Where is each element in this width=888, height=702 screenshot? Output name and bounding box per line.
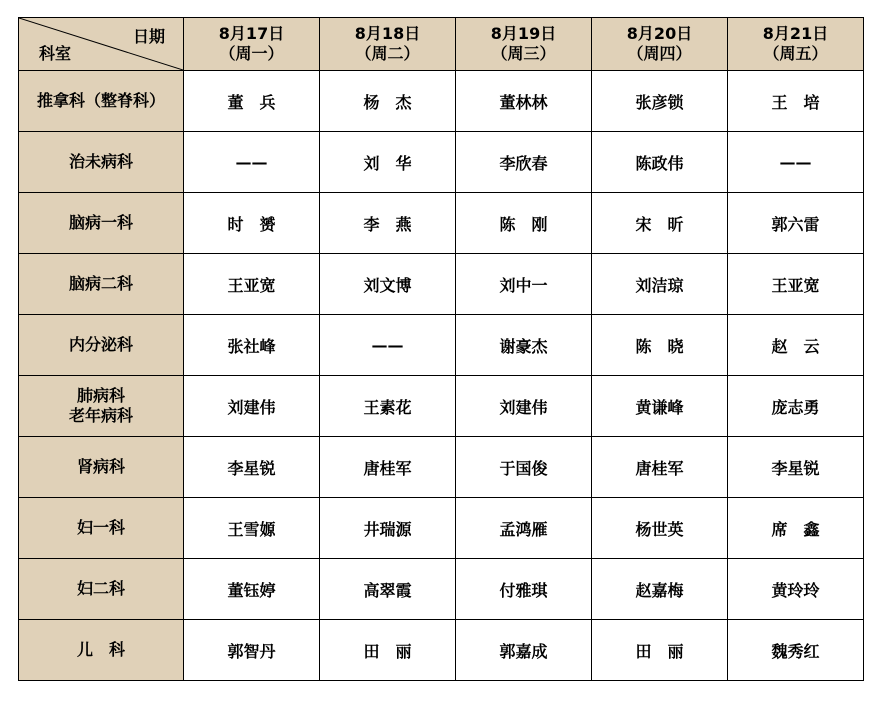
doctor-cell: 谢豪杰 xyxy=(456,315,592,376)
doctor-cell: 张社峰 xyxy=(184,315,320,376)
doctor-cell: 陈政伟 xyxy=(592,132,728,193)
doctor-cell: 郭智丹 xyxy=(184,620,320,681)
table-row xyxy=(19,559,864,620)
doctor-cell: —— xyxy=(728,132,864,193)
header-row xyxy=(19,18,864,71)
day-date: 8月21日 xyxy=(762,24,829,43)
dept-label: 脑病二科 xyxy=(68,274,133,293)
dept-cell xyxy=(19,132,184,193)
table-row xyxy=(19,315,864,376)
doctor-cell: 井瑞源 xyxy=(320,498,456,559)
doctor-cell: 董 兵 xyxy=(184,71,320,132)
doctor-cell: 王亚宽 xyxy=(728,254,864,315)
dept-label: 儿 科 xyxy=(76,640,125,659)
day-weekday: （周二） xyxy=(355,44,420,63)
table-row xyxy=(19,193,864,254)
doctor-cell: 王 培 xyxy=(728,71,864,132)
doctor-cell: 魏秀红 xyxy=(728,620,864,681)
doctor-cell: 刘建伟 xyxy=(184,376,320,437)
dept-cell xyxy=(19,437,184,498)
table-row xyxy=(19,254,864,315)
doctor-cell: 孟鸿雁 xyxy=(456,498,592,559)
duty-schedule-table xyxy=(18,17,864,681)
doctor-cell: 席 鑫 xyxy=(728,498,864,559)
day-date: 8月17日 xyxy=(218,24,285,43)
doctor-cell: 陈 刚 xyxy=(456,193,592,254)
doctor-cell: 刘建伟 xyxy=(456,376,592,437)
doctor-cell: 郭嘉成 xyxy=(456,620,592,681)
doctor-cell: 赵 云 xyxy=(728,315,864,376)
doctor-cell: 王素花 xyxy=(320,376,456,437)
doctor-cell: 刘文博 xyxy=(320,254,456,315)
corner-header-cell xyxy=(19,18,184,71)
dept-cell xyxy=(19,193,184,254)
doctor-cell: 田 丽 xyxy=(320,620,456,681)
doctor-cell: 李星锐 xyxy=(184,437,320,498)
dept-cell xyxy=(19,254,184,315)
doctor-cell: —— xyxy=(184,132,320,193)
dept-label: 妇一科 xyxy=(76,518,125,537)
day-date: 8月18日 xyxy=(354,24,421,43)
doctor-cell: 王亚宽 xyxy=(184,254,320,315)
dept-label: 脑病一科 xyxy=(68,213,133,232)
doctor-cell: 庞志勇 xyxy=(728,376,864,437)
dept-cell xyxy=(19,71,184,132)
dept-label: 肾病科 xyxy=(76,457,125,476)
doctor-cell: 杨 杰 xyxy=(320,71,456,132)
dept-label: 老年病科 xyxy=(68,406,133,425)
day-date: 8月20日 xyxy=(626,24,693,43)
dept-cell xyxy=(19,315,184,376)
dept-cell xyxy=(19,559,184,620)
day-header-cell xyxy=(456,18,592,71)
day-date: 8月19日 xyxy=(490,24,557,43)
doctor-cell: 唐桂军 xyxy=(320,437,456,498)
doctor-cell: 黄玲玲 xyxy=(728,559,864,620)
doctor-cell: 付雅琪 xyxy=(456,559,592,620)
doctor-cell: 于国俊 xyxy=(456,437,592,498)
dept-label: 妇二科 xyxy=(76,579,125,598)
table-row xyxy=(19,132,864,193)
doctor-cell: 时 赟 xyxy=(184,193,320,254)
day-header-cell xyxy=(320,18,456,71)
dept-label: 肺病科 xyxy=(76,386,125,405)
corner-dept-label: 科室 xyxy=(39,44,72,63)
doctor-cell: 董钰婷 xyxy=(184,559,320,620)
doctor-cell: 田 丽 xyxy=(592,620,728,681)
doctor-cell: 杨世英 xyxy=(592,498,728,559)
table-row xyxy=(19,437,864,498)
schedule-body xyxy=(19,71,864,681)
day-weekday: （周一） xyxy=(219,44,284,63)
doctor-cell: 唐桂军 xyxy=(592,437,728,498)
table-row xyxy=(19,620,864,681)
day-weekday: （周四） xyxy=(627,44,692,63)
dept-cell xyxy=(19,376,184,437)
dept-label: 治未病科 xyxy=(68,152,133,171)
dept-cell xyxy=(19,498,184,559)
doctor-cell: 赵嘉梅 xyxy=(592,559,728,620)
table-row xyxy=(19,71,864,132)
doctor-cell: 李欣春 xyxy=(456,132,592,193)
table-row xyxy=(19,376,864,437)
doctor-cell: 王雪嫄 xyxy=(184,498,320,559)
corner-date-label: 日期 xyxy=(132,27,165,46)
doctor-cell: —— xyxy=(320,315,456,376)
doctor-cell: 高翠霞 xyxy=(320,559,456,620)
table-row xyxy=(19,498,864,559)
doctor-cell: 陈 晓 xyxy=(592,315,728,376)
doctor-cell: 董林林 xyxy=(456,71,592,132)
day-weekday: （周五） xyxy=(763,44,828,63)
day-header-cell xyxy=(184,18,320,71)
dept-label: 推拿科（整脊科） xyxy=(36,91,165,110)
doctor-cell: 黄谦峰 xyxy=(592,376,728,437)
doctor-cell: 郭六雷 xyxy=(728,193,864,254)
doctor-cell: 李 燕 xyxy=(320,193,456,254)
dept-label: 内分泌科 xyxy=(68,335,133,354)
doctor-cell: 刘 华 xyxy=(320,132,456,193)
doctor-cell: 宋 昕 xyxy=(592,193,728,254)
doctor-cell: 张彦锁 xyxy=(592,71,728,132)
day-header-cell xyxy=(728,18,864,71)
doctor-cell: 刘中一 xyxy=(456,254,592,315)
doctor-cell: 李星锐 xyxy=(728,437,864,498)
doctor-cell: 刘洁琼 xyxy=(592,254,728,315)
day-header-cell xyxy=(592,18,728,71)
dept-cell xyxy=(19,620,184,681)
day-weekday: （周三） xyxy=(491,44,556,63)
